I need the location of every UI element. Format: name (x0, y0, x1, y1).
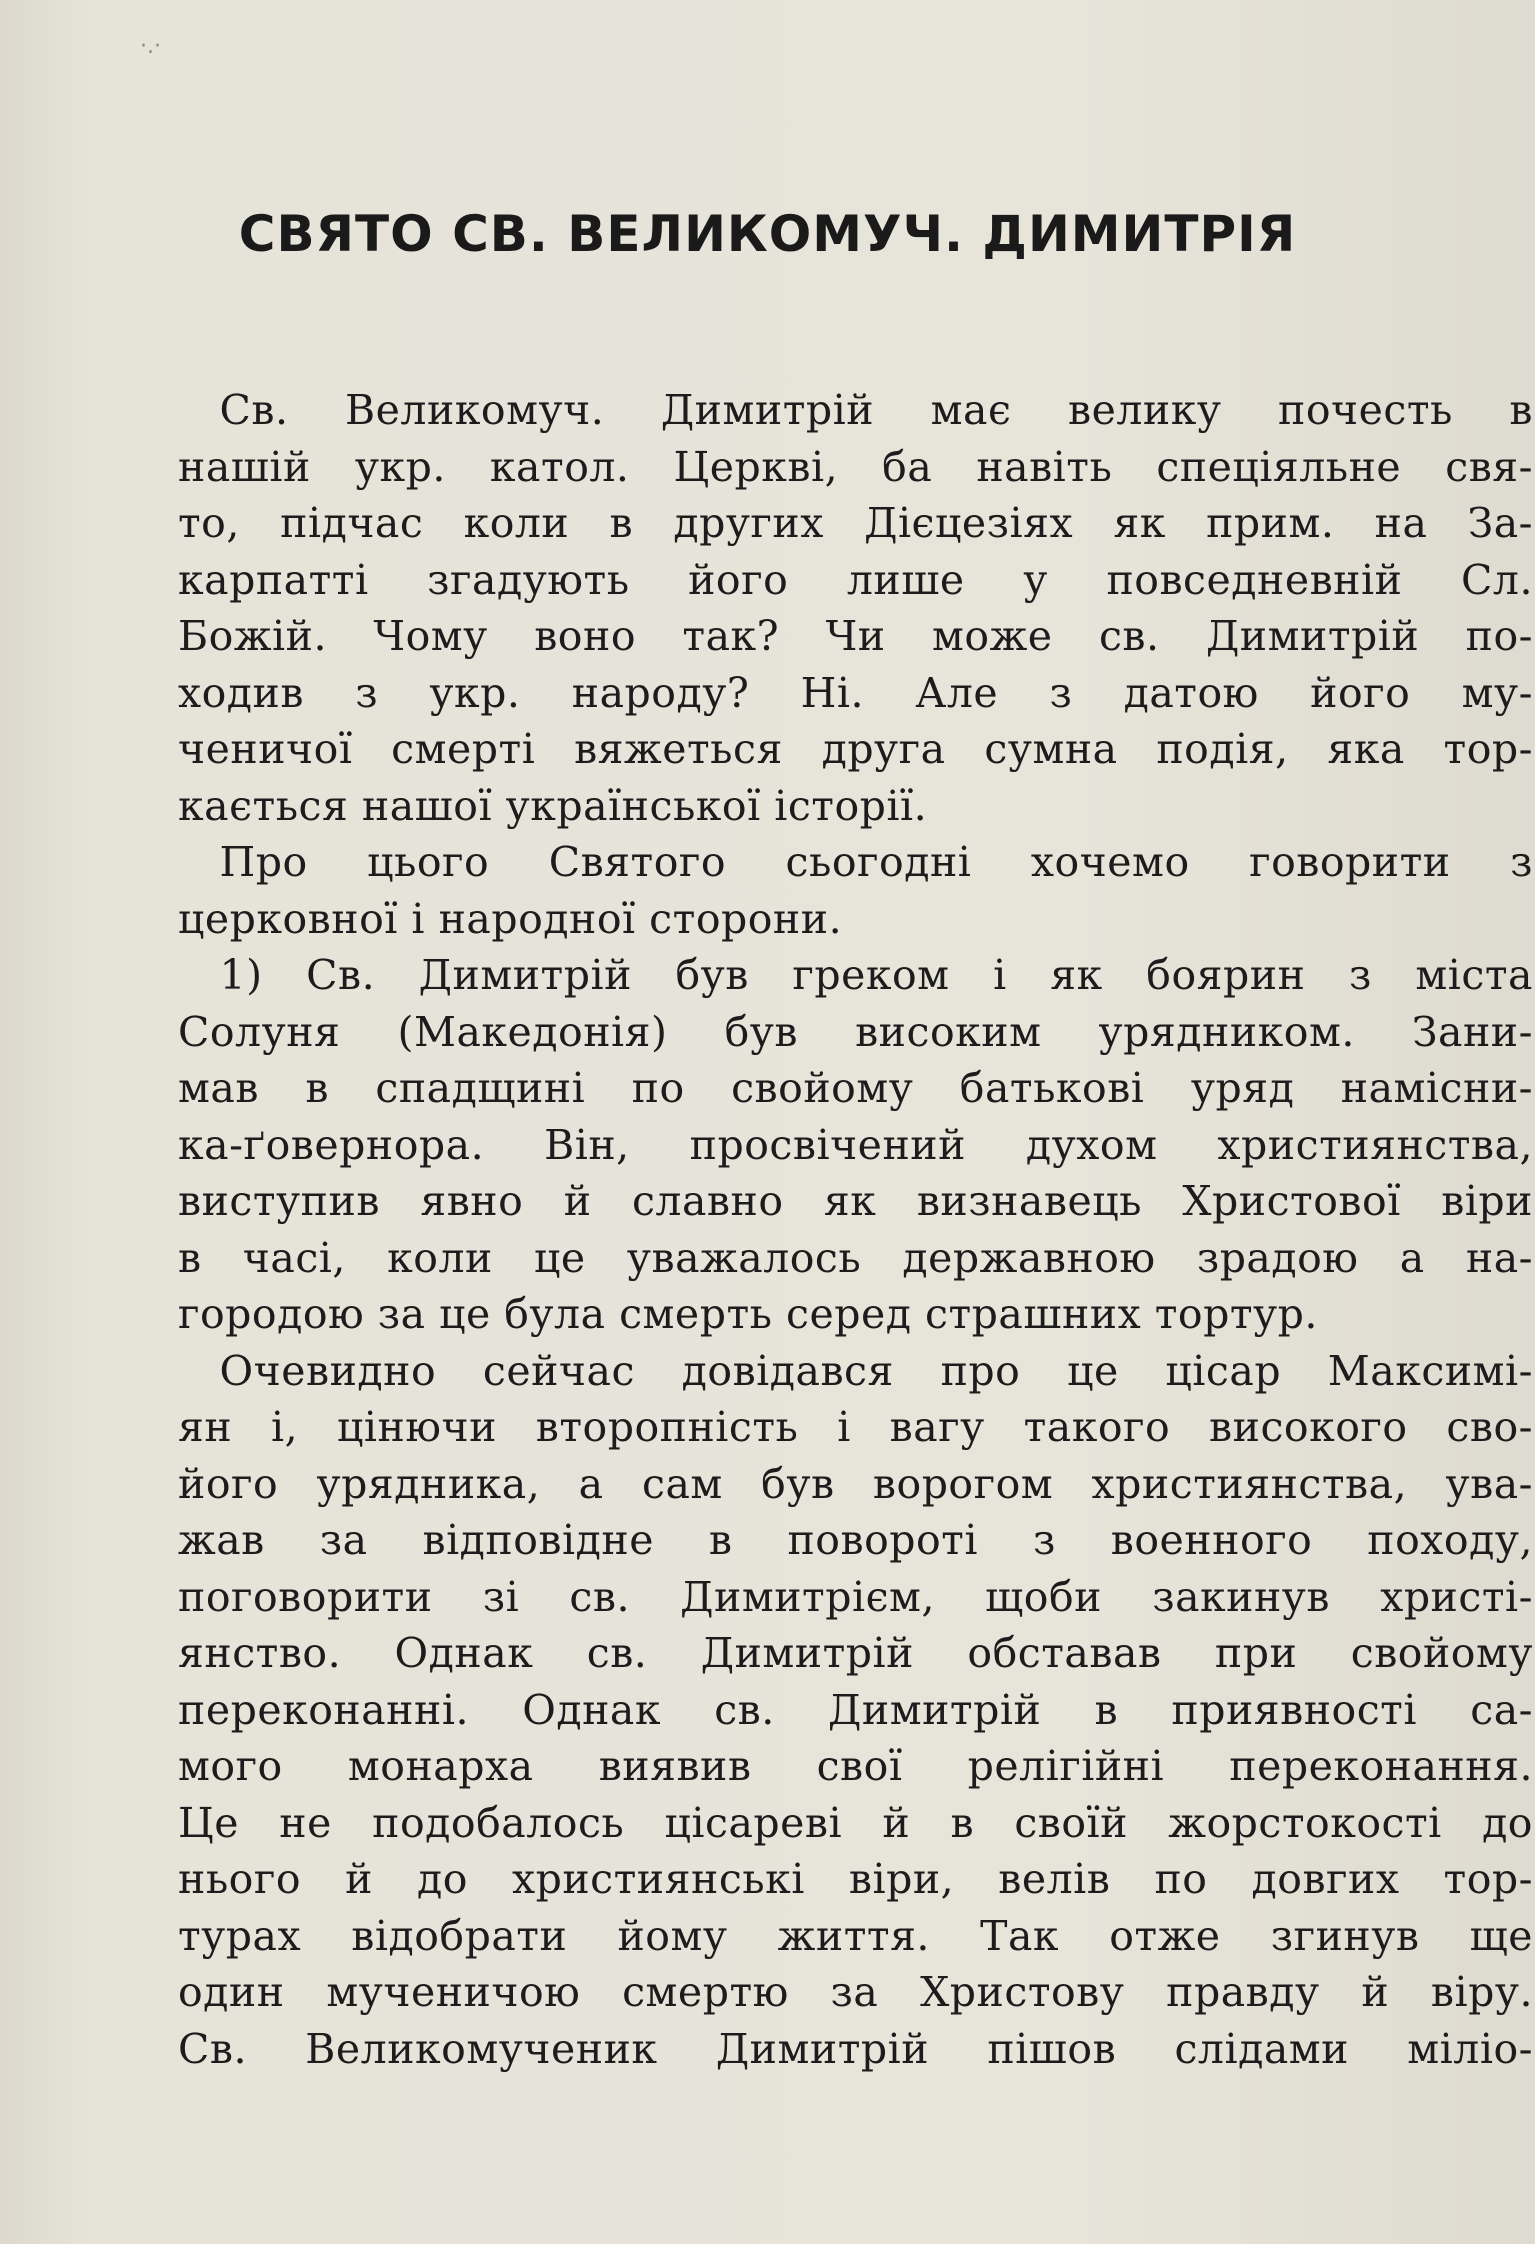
text-line: кається нашої української історії. (178, 781, 928, 830)
text-line: карпатті згадують його лише у повседневній Сл. (178, 555, 1533, 604)
text-line: Св. Великомученик Димитрій пішов слідами міліо- (178, 2024, 1533, 2073)
text-line: мого монарха виявив свої релігійні переконання. (178, 1742, 1533, 1790)
text-line: то, підчас коли в других Дієцезіях як прим. на За- (178, 499, 1533, 547)
text-line: Св. Великомуч. Димитрій має велику почесть в (178, 386, 1533, 434)
page-smudge-mark: ·.· (140, 34, 161, 59)
text-line: ян і, цінючи второпність і вагу такого високого сво- (178, 1403, 1533, 1451)
text-line: янство. Однак св. Димитрій обставав при свойому (178, 1629, 1533, 1677)
text-line: нашій укр. катол. Церкві, ба навіть спеціяльне свя- (178, 442, 1533, 491)
page-title: СВЯТО СВ. ВЕЛИКОМУЧ. ДИМИТРІЯ (238, 205, 1297, 263)
text-line: один мученичою смертю за Христову правду й віру. (178, 1968, 1533, 2016)
text-line: ходив з укр. народу? Ні. Але з датою його му- (178, 668, 1533, 717)
text-line: жав за відповідне в повороті з военного походу, (178, 1516, 1533, 1564)
text-line: його урядника, а сам був ворогом християнства, ува- (178, 1459, 1533, 1508)
text-line: 1) Св. Димитрій був греком і як боярин з міста (178, 951, 1533, 999)
text-line: городою за це була смерть серед страшних тортур. (178, 1290, 1318, 1338)
text-line: турах відобрати йому життя. Так отже згинув ще (178, 1911, 1533, 1960)
text-line: Це не подобалось цісареві й в своїй жорстокості до (178, 1798, 1533, 1847)
text-line: мав в спадщині по свойому батькові уряд намісни- (178, 1064, 1533, 1112)
text-line: Про цього Святого сьогодні хочемо говорити з (178, 838, 1533, 886)
text-line: нього й до християнські віри, велів по довгих тор- (178, 1855, 1533, 1903)
text-line: в часі, коли це уважалось державною зрадою а на- (178, 1233, 1533, 1282)
text-line: поговорити зі св. Димитрієм, щоби закинув христі- (178, 1572, 1533, 1621)
text-line: Солуня (Македонія) був високим урядником. Зани- (178, 1007, 1533, 1056)
text-line: виступив явно й славно як визнавець Христової віри (178, 1177, 1533, 1225)
text-line: Очевидно сейчас довідався про це цісар Максимі- (178, 1346, 1533, 1395)
text-line: ка-ґовернора. Він, просвічений духом християнства, (178, 1120, 1533, 1169)
text-line: ченичої смерті вяжеться друга сумна подія, яка тор- (178, 725, 1533, 773)
text-line: переконанні. Однак св. Димитрій в приявності са- (178, 1685, 1533, 1734)
body-text (178, 382, 1533, 2077)
text-line: Божій. Чому воно так? Чи може св. Димитрій по- (178, 612, 1533, 660)
text-line: церковної і народної сторони. (178, 894, 843, 943)
